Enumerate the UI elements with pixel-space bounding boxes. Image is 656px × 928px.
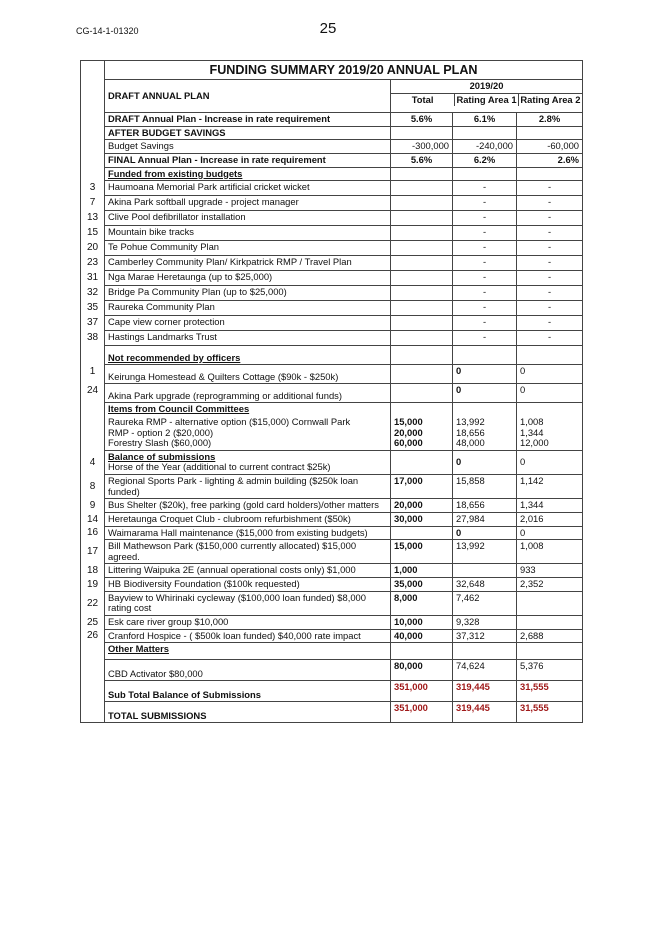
item-label: Akina Park upgrade (reprogramming or additional funds) <box>105 384 391 403</box>
item-text: Bus Shelter ($20k), free parking (gold card holders)/other matters <box>108 499 379 511</box>
item-number: 17 <box>81 540 105 564</box>
item-number: 22 <box>81 591 105 615</box>
item-label: Bridge Pa Community Plan (up to $25,000) <box>105 286 391 301</box>
area1-column-header: Rating Area 1 <box>456 93 517 105</box>
submission-row <box>81 564 583 578</box>
item-area1: 32,648 <box>453 578 517 592</box>
grand-total-label: TOTAL SUBMISSIONS <box>105 702 391 723</box>
item-label: Mountain bike tracks <box>105 226 391 241</box>
item-area1: 18,656 <box>453 499 517 513</box>
council-area1-3: 48,000 <box>456 437 485 449</box>
budget-savings-row <box>81 140 583 154</box>
draft-increase-total: 5.6% <box>391 113 453 127</box>
submission-row <box>81 526 583 540</box>
draft-increase-label: DRAFT Annual Plan - Increase in rate requirement <box>105 113 391 127</box>
item-total <box>391 196 453 211</box>
item-total: 40,000 <box>391 629 453 643</box>
subtotal-area2: 31,555 <box>517 681 583 702</box>
final-increase-area1: 6.2% <box>453 154 517 168</box>
item-area2: 1,142 <box>517 475 583 499</box>
item-label <box>105 499 391 513</box>
item-number: 24 <box>81 384 105 403</box>
item-total <box>391 316 453 331</box>
cbd-total: 80,000 <box>391 660 453 681</box>
draft-increase-row <box>81 113 583 127</box>
item-label <box>105 629 391 643</box>
item-total <box>391 241 453 256</box>
item-label <box>105 526 391 540</box>
item-number: 3 <box>81 181 105 196</box>
not-recommended-heading-row <box>81 346 583 365</box>
item-number: 9 <box>81 499 105 513</box>
council-heading-row <box>81 403 583 416</box>
council-heading: Items from Council Committees <box>105 403 391 416</box>
item-area2 <box>517 615 583 629</box>
draft-annual-plan-label: DRAFT ANNUAL PLAN <box>105 80 391 113</box>
item-text: Bill Mathewson Park ($150,000 currently allocated) $15,000 agreed. <box>108 540 357 562</box>
item-label <box>105 564 391 578</box>
budget-savings-area2: -60,000 <box>517 140 583 154</box>
council-total-2: 20,000 <box>394 426 423 438</box>
funded-row <box>81 241 583 256</box>
other-matters-heading: Other Matters <box>105 643 391 660</box>
council-total-3: 60,000 <box>394 437 423 449</box>
item-area1: 15,858 <box>453 475 517 499</box>
after-savings-row <box>81 126 583 140</box>
item-text: HB Biodiversity Foundation ($100k requested) <box>108 578 300 590</box>
submission-row <box>81 578 583 592</box>
council-area2-1: 1,008 <box>520 415 544 427</box>
budget-savings-area1: -240,000 <box>453 140 517 154</box>
item-total: 17,000 <box>391 475 453 499</box>
item-label <box>105 512 391 526</box>
item-area2: - <box>517 256 583 271</box>
grand-total-row <box>81 702 583 723</box>
item-area2: - <box>517 211 583 226</box>
item-area2: - <box>517 226 583 241</box>
item-area1: - <box>453 211 517 226</box>
item-area2: 2,688 <box>517 629 583 643</box>
item-total <box>391 331 453 346</box>
item-total: 1,000 <box>391 564 453 578</box>
item-number: 26 <box>81 629 105 643</box>
budget-savings-total: -300,000 <box>391 140 453 154</box>
council-area2-2: 1,344 <box>520 426 544 438</box>
item-total: 15,000 <box>391 540 453 564</box>
funded-heading-row <box>81 167 583 181</box>
item-text: Bayview to Whirinaki cycleway ($100,000 loan funded) $8,000 rating cost <box>108 591 366 614</box>
item-area1: 0 <box>453 450 517 474</box>
grand-total-area1: 319,445 <box>453 702 517 723</box>
item-total <box>391 365 453 384</box>
not-recommended-row <box>81 384 583 403</box>
item-total <box>391 211 453 226</box>
item-label: Akina Park softball upgrade - project manager <box>105 196 391 211</box>
item-number: 32 <box>81 286 105 301</box>
item-total <box>391 271 453 286</box>
cbd-label: CBD Activator $80,000 <box>105 660 391 681</box>
area2-column-header: Rating Area 2 <box>520 93 581 105</box>
submission-row <box>81 499 583 513</box>
item-area1: - <box>453 301 517 316</box>
grand-total-area2: 31,555 <box>517 702 583 723</box>
not-recommended-row <box>81 365 583 384</box>
item-label <box>105 475 391 499</box>
item-text: Heretaunga Croquet Club - clubroom refurbishment ($50k) <box>108 512 351 524</box>
item-area1: - <box>453 316 517 331</box>
item-area2: 2,016 <box>517 512 583 526</box>
item-label: Nga Marae Heretaunga (up to $25,000) <box>105 271 391 286</box>
funding-summary-table <box>80 60 583 723</box>
item-number: 16 <box>81 526 105 540</box>
submission-row <box>81 450 583 474</box>
after-savings-heading: AFTER BUDGET SAVINGS <box>105 126 391 140</box>
funded-row <box>81 316 583 331</box>
item-label <box>105 450 391 474</box>
item-area1: - <box>453 256 517 271</box>
item-label: Camberley Community Plan/ Kirkpatrick RMP / Travel Plan <box>105 256 391 271</box>
item-total: 35,000 <box>391 578 453 592</box>
item-label: Hastings Landmarks Trust <box>105 331 391 346</box>
funded-row <box>81 181 583 196</box>
item-label: Haumoana Memorial Park artificial cricket wicket <box>105 181 391 196</box>
council-area1-1: 13,992 <box>456 415 485 427</box>
item-number: 18 <box>81 564 105 578</box>
final-increase-label: FINAL Annual Plan - Increase in rate requirement <box>105 154 391 168</box>
item-label: Clive Pool defibrillator installation <box>105 211 391 226</box>
item-total: 30,000 <box>391 512 453 526</box>
subtotal-area1: 319,445 <box>453 681 517 702</box>
item-number: 13 <box>81 211 105 226</box>
funded-items <box>81 181 583 346</box>
item-area1: 37,312 <box>453 629 517 643</box>
funded-row <box>81 196 583 211</box>
submissions-heading: Balance of submissions <box>108 450 216 462</box>
item-total <box>391 301 453 316</box>
item-area1: 7,462 <box>453 591 517 615</box>
council-area2-3: 12,000 <box>520 437 549 449</box>
item-total <box>391 450 453 474</box>
item-text: Littering Waipuka 2E (annual operational costs only) $1,000 <box>108 564 356 576</box>
item-label <box>105 615 391 629</box>
item-area1: - <box>453 241 517 256</box>
item-label <box>105 540 391 564</box>
item-number: 4 <box>81 450 105 474</box>
item-total: 8,000 <box>391 591 453 615</box>
cbd-area2: 5,376 <box>517 660 583 681</box>
subtotal-label: Sub Total Balance of Submissions <box>105 681 391 702</box>
item-number: 7 <box>81 196 105 211</box>
council-line-1: Raureka RMP - alternative option ($15,000) Cornwall Park <box>108 415 351 427</box>
period-header: 2019/20 <box>391 80 582 93</box>
item-area2: 933 <box>517 564 583 578</box>
funded-row <box>81 256 583 271</box>
total-column-header: Total <box>391 93 455 106</box>
item-number: 37 <box>81 316 105 331</box>
item-number: 25 <box>81 615 105 629</box>
council-line-3: Forestry Slash ($60,000) <box>108 437 212 449</box>
submission-row <box>81 512 583 526</box>
item-label: Te Pohue Community Plan <box>105 241 391 256</box>
item-number: 15 <box>81 226 105 241</box>
item-number: 23 <box>81 256 105 271</box>
item-area2 <box>517 591 583 615</box>
council-line-2: RMP - option 2 ($20,000) <box>108 426 214 438</box>
item-label: Raureka Community Plan <box>105 301 391 316</box>
grand-total-total: 351,000 <box>391 702 453 723</box>
item-total <box>391 384 453 403</box>
council-total-1: 15,000 <box>394 415 423 427</box>
item-total <box>391 286 453 301</box>
item-area2: 1,344 <box>517 499 583 513</box>
item-number: 19 <box>81 578 105 592</box>
page-number: 25 <box>319 20 337 37</box>
submission-row <box>81 540 583 564</box>
draft-increase-area1: 6.1% <box>453 113 517 127</box>
item-text: Cranford Hospice - ( $500k loan funded) $40,000 rate impact <box>108 629 361 641</box>
item-area1 <box>453 564 517 578</box>
submission-items <box>81 450 583 642</box>
item-area2: - <box>517 181 583 196</box>
draft-increase-area2: 2.8% <box>517 113 583 127</box>
subtotal-row <box>81 681 583 702</box>
item-total <box>391 526 453 540</box>
item-number: 31 <box>81 271 105 286</box>
council-area1-2: 18,656 <box>456 426 485 438</box>
item-area1: - <box>453 271 517 286</box>
item-area1: 27,984 <box>453 512 517 526</box>
item-label: Cape view corner protection <box>105 316 391 331</box>
item-text: Regional Sports Park - lighting & admin building ($250k loan funded) <box>108 475 359 497</box>
item-area1: 0 <box>453 526 517 540</box>
item-area1: 0 <box>453 365 517 384</box>
item-area2: - <box>517 241 583 256</box>
item-number: 38 <box>81 331 105 346</box>
item-number: 35 <box>81 301 105 316</box>
submission-row <box>81 475 583 499</box>
funded-row <box>81 301 583 316</box>
final-increase-row <box>81 154 583 168</box>
other-heading-row <box>81 643 583 660</box>
item-area2: - <box>517 271 583 286</box>
item-label <box>105 591 391 615</box>
item-number: 14 <box>81 512 105 526</box>
item-area1: - <box>453 286 517 301</box>
subtotal-total: 351,000 <box>391 681 453 702</box>
item-label <box>105 578 391 592</box>
table-title: FUNDING SUMMARY 2019/20 ANNUAL PLAN <box>105 61 583 80</box>
item-total <box>391 256 453 271</box>
title-row <box>81 61 583 80</box>
submission-row <box>81 615 583 629</box>
submission-row <box>81 629 583 643</box>
item-area1: 13,992 <box>453 540 517 564</box>
item-area2: - <box>517 286 583 301</box>
item-area2: - <box>517 331 583 346</box>
funded-heading: Funded from existing budgets <box>105 167 391 181</box>
final-increase-total: 5.6% <box>391 154 453 168</box>
not-recommended-items <box>81 365 583 403</box>
funded-row <box>81 286 583 301</box>
item-text: Waimarama Hall maintenance ($15,000 from existing budgets) <box>108 526 368 538</box>
budget-savings-label: Budget Savings <box>105 140 391 154</box>
cbd-area1: 74,624 <box>453 660 517 681</box>
item-area1: - <box>453 196 517 211</box>
funded-row <box>81 211 583 226</box>
item-area1: 9,328 <box>453 615 517 629</box>
item-area1: - <box>453 226 517 241</box>
item-area1: - <box>453 331 517 346</box>
submission-row <box>81 591 583 615</box>
item-total <box>391 226 453 241</box>
final-increase-area2: 2.6% <box>517 154 583 168</box>
item-number: 1 <box>81 365 105 384</box>
item-area2: - <box>517 301 583 316</box>
item-area2: 0 <box>517 384 583 403</box>
item-area2: - <box>517 196 583 211</box>
item-area2: 0 <box>517 365 583 384</box>
item-area2: 0 <box>517 526 583 540</box>
item-label: Keirunga Homestead & Quilters Cottage ($90k - $250k) <box>105 365 391 384</box>
funded-row <box>81 271 583 286</box>
item-area2: 2,352 <box>517 578 583 592</box>
document-id: CG-14-1-01320 <box>76 26 139 36</box>
item-total <box>391 181 453 196</box>
item-area1: 0 <box>453 384 517 403</box>
funded-row <box>81 226 583 241</box>
council-items-row <box>81 416 583 450</box>
item-text: Horse of the Year (additional to current contract $25k) <box>108 461 331 473</box>
cbd-row <box>81 660 583 681</box>
item-area2: 0 <box>517 450 583 474</box>
item-area2: - <box>517 316 583 331</box>
funded-row <box>81 331 583 346</box>
item-text: Esk care river group $10,000 <box>108 615 229 627</box>
item-number: 20 <box>81 241 105 256</box>
item-number: 8 <box>81 475 105 499</box>
item-total: 10,000 <box>391 615 453 629</box>
column-header-row <box>81 80 583 113</box>
not-recommended-heading: Not recommended by officers <box>105 346 391 365</box>
item-total: 20,000 <box>391 499 453 513</box>
item-area2: 1,008 <box>517 540 583 564</box>
item-area1: - <box>453 181 517 196</box>
